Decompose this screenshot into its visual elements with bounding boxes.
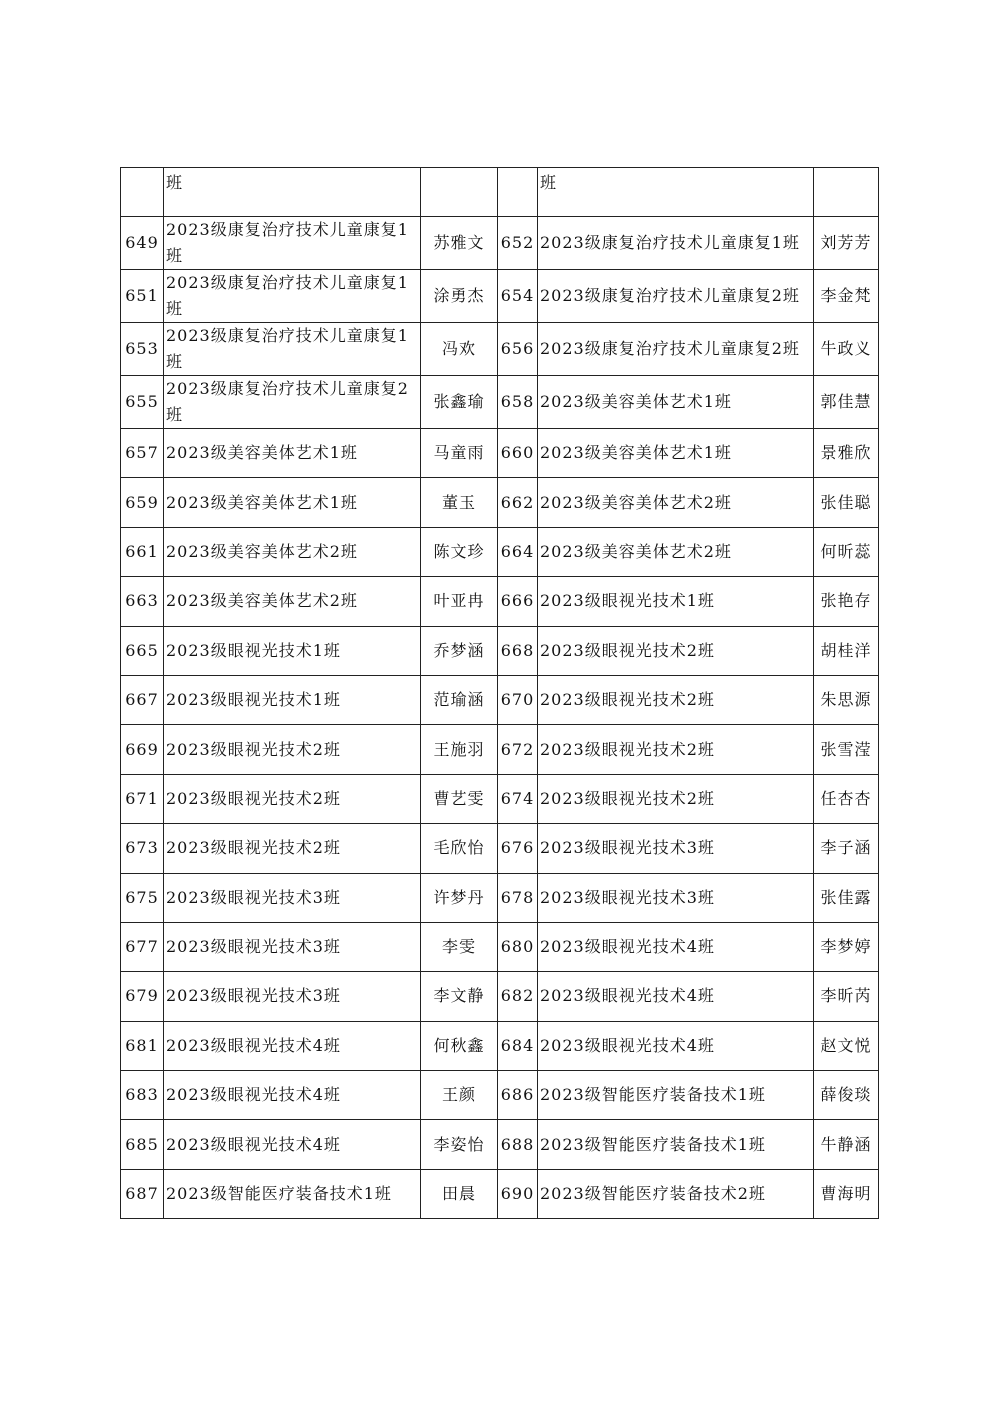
class-name: 2023级眼视光技术4班 (538, 1021, 814, 1070)
student-name: 涂勇杰 (421, 270, 498, 323)
student-name: 李雯 (421, 922, 498, 971)
serial-number: 653 (121, 323, 164, 376)
student-name (814, 168, 879, 217)
serial-number: 677 (121, 922, 164, 971)
table-row (121, 626, 879, 675)
serial-number: 681 (121, 1021, 164, 1070)
serial-number: 662 (498, 478, 538, 527)
class-name: 2023级眼视光技术3班 (538, 873, 814, 922)
student-name: 许梦丹 (421, 873, 498, 922)
class-name: 2023级眼视光技术4班 (538, 972, 814, 1021)
table-row (121, 376, 879, 429)
class-name: 班 (164, 168, 421, 217)
student-name: 马童雨 (421, 429, 498, 478)
class-name: 2023级眼视光技术2班 (164, 824, 421, 873)
student-name: 王颜 (421, 1071, 498, 1120)
class-name: 2023级眼视光技术1班 (164, 675, 421, 724)
student-name: 赵文悦 (814, 1021, 879, 1070)
student-name: 张艳存 (814, 577, 879, 626)
serial-number: 669 (121, 725, 164, 774)
roster-table (120, 167, 879, 1219)
class-name: 2023级康复治疗技术儿童康复1班 (538, 217, 814, 270)
class-name: 2023级眼视光技术3班 (538, 824, 814, 873)
class-name: 2023级智能医疗装备技术1班 (538, 1120, 814, 1169)
serial-number: 658 (498, 376, 538, 429)
student-name: 叶亚冉 (421, 577, 498, 626)
student-name: 苏雅文 (421, 217, 498, 270)
student-name: 胡桂洋 (814, 626, 879, 675)
class-name: 2023级美容美体艺术1班 (538, 376, 814, 429)
table-row (121, 972, 879, 1021)
serial-number: 657 (121, 429, 164, 478)
table-row (121, 527, 879, 576)
table-row (121, 725, 879, 774)
student-name: 景雅欣 (814, 429, 879, 478)
class-name: 2023级美容美体艺术1班 (164, 429, 421, 478)
student-name: 李姿怡 (421, 1120, 498, 1169)
serial-number: 690 (498, 1169, 538, 1218)
student-name: 张鑫瑜 (421, 376, 498, 429)
serial-number: 652 (498, 217, 538, 270)
student-name: 毛欣怡 (421, 824, 498, 873)
student-name: 曹艺雯 (421, 774, 498, 823)
class-name: 2023级美容美体艺术2班 (538, 478, 814, 527)
table-row (121, 217, 879, 270)
class-name: 2023级眼视光技术3班 (164, 922, 421, 971)
class-name: 2023级眼视光技术4班 (164, 1021, 421, 1070)
student-name: 冯欢 (421, 323, 498, 376)
serial-number: 665 (121, 626, 164, 675)
student-name: 何昕蕊 (814, 527, 879, 576)
class-name: 2023级康复治疗技术儿童康复1班 (164, 323, 421, 376)
class-name: 2023级康复治疗技术儿童康复1班 (164, 270, 421, 323)
table-row (121, 478, 879, 527)
student-name: 范瑜涵 (421, 675, 498, 724)
class-name: 2023级康复治疗技术儿童康复2班 (538, 270, 814, 323)
serial-number: 683 (121, 1071, 164, 1120)
class-name: 2023级眼视光技术3班 (164, 873, 421, 922)
student-name: 乔梦涵 (421, 626, 498, 675)
serial-number: 684 (498, 1021, 538, 1070)
table-row (121, 1071, 879, 1120)
serial-number (498, 168, 538, 217)
class-name: 2023级智能医疗装备技术1班 (538, 1071, 814, 1120)
serial-number: 649 (121, 217, 164, 270)
class-name: 2023级眼视光技术3班 (164, 972, 421, 1021)
class-name: 2023级眼视光技术4班 (164, 1120, 421, 1169)
student-name: 刘芳芳 (814, 217, 879, 270)
serial-number: 674 (498, 774, 538, 823)
class-name: 2023级眼视光技术2班 (538, 725, 814, 774)
serial-number: 659 (121, 478, 164, 527)
serial-number: 670 (498, 675, 538, 724)
roster-body (121, 168, 879, 1219)
student-name: 张雪滢 (814, 725, 879, 774)
student-name: 李文静 (421, 972, 498, 1021)
serial-number: 673 (121, 824, 164, 873)
serial-number: 656 (498, 323, 538, 376)
table-row (121, 774, 879, 823)
serial-number: 678 (498, 873, 538, 922)
serial-number: 687 (121, 1169, 164, 1218)
serial-number: 651 (121, 270, 164, 323)
class-name: 2023级美容美体艺术2班 (538, 527, 814, 576)
class-name: 2023级眼视光技术2班 (164, 725, 421, 774)
student-name: 朱思源 (814, 675, 879, 724)
serial-number (121, 168, 164, 217)
student-name: 王施羽 (421, 725, 498, 774)
student-name: 曹海明 (814, 1169, 879, 1218)
class-name: 2023级美容美体艺术2班 (164, 577, 421, 626)
serial-number: 685 (121, 1120, 164, 1169)
student-name: 田晨 (421, 1169, 498, 1218)
serial-number: 676 (498, 824, 538, 873)
class-name: 2023级康复治疗技术儿童康复1班 (164, 217, 421, 270)
class-name: 2023级康复治疗技术儿童康复2班 (164, 376, 421, 429)
student-name: 何秋鑫 (421, 1021, 498, 1070)
student-name: 牛静涵 (814, 1120, 879, 1169)
student-name: 李金梵 (814, 270, 879, 323)
serial-number: 671 (121, 774, 164, 823)
table-row (121, 323, 879, 376)
table-row (121, 922, 879, 971)
serial-number: 666 (498, 577, 538, 626)
serial-number: 661 (121, 527, 164, 576)
student-name: 李梦婷 (814, 922, 879, 971)
serial-number: 679 (121, 972, 164, 1021)
serial-number: 682 (498, 972, 538, 1021)
table-row (121, 577, 879, 626)
student-name: 张佳聪 (814, 478, 879, 527)
class-name: 2023级智能医疗装备技术1班 (164, 1169, 421, 1218)
class-name: 2023级眼视光技术2班 (538, 626, 814, 675)
class-name: 2023级美容美体艺术1班 (164, 478, 421, 527)
student-name (421, 168, 498, 217)
serial-number: 660 (498, 429, 538, 478)
serial-number: 654 (498, 270, 538, 323)
class-name: 2023级眼视光技术2班 (164, 774, 421, 823)
table-row (121, 168, 879, 217)
table-row (121, 429, 879, 478)
class-name: 2023级眼视光技术1班 (164, 626, 421, 675)
class-name: 2023级眼视光技术1班 (538, 577, 814, 626)
serial-number: 663 (121, 577, 164, 626)
table-row (121, 1169, 879, 1218)
student-name: 牛政义 (814, 323, 879, 376)
table-row (121, 824, 879, 873)
serial-number: 675 (121, 873, 164, 922)
serial-number: 688 (498, 1120, 538, 1169)
student-name: 薛俊琰 (814, 1071, 879, 1120)
class-name: 2023级眼视光技术4班 (164, 1071, 421, 1120)
class-name: 班 (538, 168, 814, 217)
class-name: 2023级眼视光技术2班 (538, 774, 814, 823)
table-row (121, 675, 879, 724)
class-name: 2023级美容美体艺术2班 (164, 527, 421, 576)
class-name: 2023级智能医疗装备技术2班 (538, 1169, 814, 1218)
serial-number: 668 (498, 626, 538, 675)
serial-number: 667 (121, 675, 164, 724)
student-name: 郭佳慧 (814, 376, 879, 429)
serial-number: 680 (498, 922, 538, 971)
table-row (121, 1021, 879, 1070)
student-name: 董玉 (421, 478, 498, 527)
table-row (121, 873, 879, 922)
class-name: 2023级美容美体艺术1班 (538, 429, 814, 478)
serial-number: 672 (498, 725, 538, 774)
student-name: 李子涵 (814, 824, 879, 873)
student-name: 李昕芮 (814, 972, 879, 1021)
class-name: 2023级康复治疗技术儿童康复2班 (538, 323, 814, 376)
student-name: 任杏杏 (814, 774, 879, 823)
serial-number: 655 (121, 376, 164, 429)
table-row (121, 1120, 879, 1169)
student-name: 张佳露 (814, 873, 879, 922)
serial-number: 686 (498, 1071, 538, 1120)
class-name: 2023级眼视光技术4班 (538, 922, 814, 971)
class-name: 2023级眼视光技术2班 (538, 675, 814, 724)
student-name: 陈文珍 (421, 527, 498, 576)
table-row (121, 270, 879, 323)
serial-number: 664 (498, 527, 538, 576)
